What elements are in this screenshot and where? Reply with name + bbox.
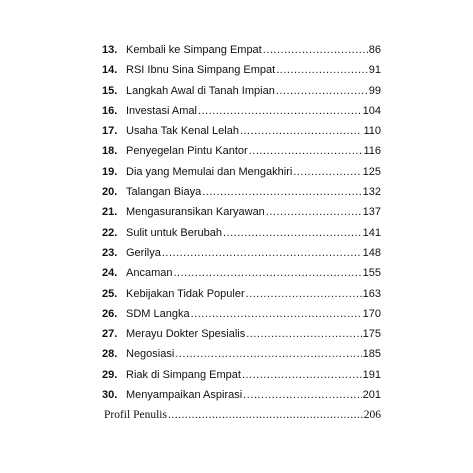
toc-entry-number: 22. [102, 226, 118, 239]
toc-entry-title: Talangan Biaya [126, 186, 202, 199]
dot-leader [242, 365, 362, 385]
toc-entry-number: 29. [102, 368, 118, 381]
toc-entry-title: Kebijakan Tidak Populer [126, 287, 245, 300]
toc-entry [0, 202, 473, 222]
toc-entry [0, 40, 473, 60]
toc-entry-page: 132 [362, 186, 381, 199]
toc-entry-page: 116 [363, 145, 381, 158]
toc-entry-page: 148 [362, 246, 381, 259]
toc-entry-number: 28. [102, 348, 118, 361]
dot-leader [173, 263, 361, 283]
toc-entry-number: 30. [102, 389, 118, 402]
toc-entry-number: 24. [102, 267, 118, 280]
toc-entry-title: Negosiasi [126, 348, 175, 361]
toc-entry [0, 121, 473, 141]
dot-leader [168, 405, 363, 425]
dot-leader [266, 202, 362, 222]
toc-entry-page: 201 [362, 389, 381, 402]
toc-entry-page: 125 [362, 165, 381, 178]
dot-leader [249, 141, 363, 161]
toc-entry-title: Dia yang Memulai dan Mengakhiri [126, 165, 293, 178]
toc-entry-page: 99 [368, 84, 381, 97]
toc-entry [0, 162, 473, 182]
toc-entry-page: 86 [368, 44, 381, 56]
toc-entry-page: 155 [362, 267, 381, 280]
toc-entry-number: 16. [102, 104, 118, 117]
toc-entry-title: Riak di Simpang Empat [126, 368, 241, 381]
toc-entry-number: 15. [102, 84, 118, 97]
toc-entry-title: Mengasuransikan Karyawan [126, 206, 265, 219]
toc-entry [0, 284, 473, 304]
toc-entry-number: 21. [102, 206, 118, 219]
toc-entry-title: Sulit untuk Berubah [126, 226, 223, 239]
dot-leader [223, 223, 362, 243]
toc-entry-title: Langkah Awal di Tanah Impian [126, 84, 275, 97]
toc-entry-number: 19. [102, 165, 118, 178]
toc-entry-page: 175 [362, 328, 381, 341]
toc-entry [0, 263, 473, 283]
dot-leader [198, 101, 362, 121]
toc-entry-number: 26. [102, 307, 118, 320]
toc-entry-title: Merayu Dokter Spesialis [126, 328, 246, 341]
toc-entry [0, 81, 473, 101]
toc-entry [0, 101, 473, 121]
dot-leader [202, 182, 361, 202]
toc-entry [0, 182, 473, 202]
toc-entry-title: Usaha Tak Kenal Lelah [126, 125, 239, 138]
toc-entry [0, 60, 473, 80]
toc-entry-number: 14. [102, 64, 118, 77]
toc-entry-page: 191 [362, 368, 381, 381]
toc-entry-page: 104 [362, 104, 381, 117]
dot-leader [175, 344, 361, 364]
dot-leader [263, 40, 368, 60]
toc-entry-number: 23. [102, 246, 118, 259]
toc-entry-title: Investasi Amal [126, 104, 197, 117]
toc-entry-title: Kembali ke Simpang Empat [126, 44, 262, 56]
toc-entry [0, 141, 473, 161]
toc-entry-title: Gerilya [126, 246, 161, 259]
table-of-contents [0, 40, 473, 426]
toc-entry-title: Penyegelan Pintu Kantor [126, 145, 248, 158]
toc-entry-number: 17. [102, 125, 118, 138]
toc-entry [0, 223, 473, 243]
toc-entry-page: 185 [362, 348, 381, 361]
dot-leader [246, 284, 362, 304]
toc-entry-title: Profil Penulis [104, 409, 167, 422]
toc-entry [0, 385, 473, 405]
toc-entry-page: 206 [363, 409, 381, 422]
toc-entry-profil-penulis [0, 405, 473, 425]
toc-entry [0, 304, 473, 324]
toc-entry [0, 365, 473, 385]
toc-entry-page: 163 [362, 287, 381, 300]
dot-leader [240, 121, 363, 141]
toc-entry-page: 137 [362, 206, 381, 219]
toc-entry [0, 324, 473, 344]
dot-leader [243, 385, 361, 405]
toc-entry-page: 110 [363, 125, 381, 138]
dot-leader [276, 81, 368, 101]
dot-leader [246, 324, 361, 344]
toc-entry-number: 25. [102, 287, 118, 300]
toc-entry-number: 27. [102, 328, 118, 341]
dot-leader [276, 60, 368, 80]
toc-entry-number: 20. [102, 186, 118, 199]
toc-entry-title: Menyampaikan Aspirasi [126, 389, 243, 402]
toc-entry-title: SDM Langka [126, 307, 190, 320]
toc-entry [0, 344, 473, 364]
dot-leader [162, 243, 362, 263]
toc-entry-page: 170 [362, 307, 381, 320]
toc-entry-title: RSI Ibnu Sina Simpang Empat [126, 64, 276, 77]
toc-entry-page: 91 [368, 64, 381, 77]
toc-entry-number: 18. [102, 145, 118, 158]
toc-entry-page: 141 [362, 226, 381, 239]
toc-entry [0, 243, 473, 263]
dot-leader [293, 162, 361, 182]
toc-entry-title: Ancaman [126, 267, 173, 280]
toc-entry-number: 13. [102, 44, 118, 56]
dot-leader [191, 304, 362, 324]
